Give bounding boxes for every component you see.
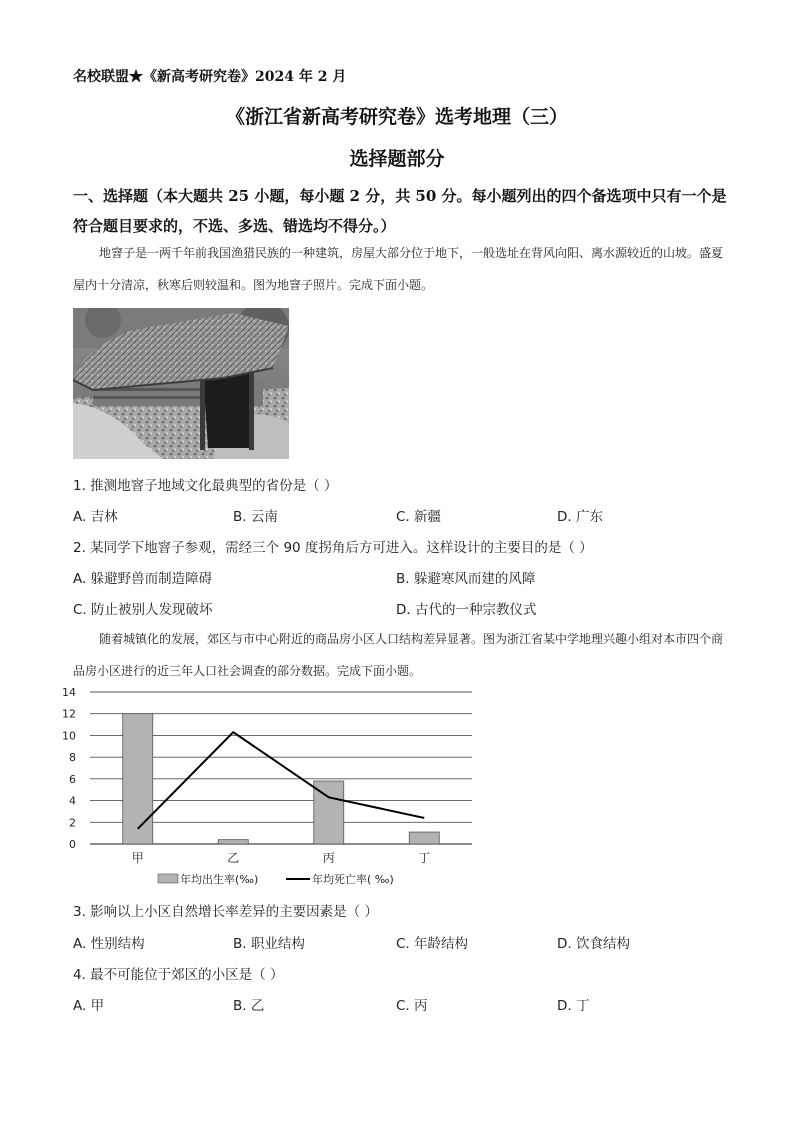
section-instructions: 一、选择题（本大题共 25 小题，每小题 2 分，共 50 分。每小题列出的四个备选项中只有一个是符合题目要求的，不选、多选、错选均不得分。） [73,187,727,235]
page-title: 《浙江省新高考研究卷》选考地理（三） [225,106,568,128]
x-tick-label: 甲 [131,851,144,865]
question-1-stem: 1. 推测地窨子地域文化最典型的省份是（ ） [73,478,338,494]
bar-birth-rate [218,840,248,844]
question-1-option-a[interactable]: A. 吉林 [73,509,118,525]
question-3-option-b[interactable]: B. 职业结构 [233,936,305,952]
question-3-option-d[interactable]: D. 饮食结构 [557,936,630,952]
question-3-option-a[interactable]: A. 性别结构 [73,936,145,952]
question-2-option-d[interactable]: D. 古代的一种宗教仪式 [396,602,537,618]
y-tick-label: 2 [69,816,76,830]
y-tick-label: 10 [62,729,76,743]
population-chart-svg [60,683,480,893]
question-3-option-c[interactable]: C. 年龄结构 [396,936,469,952]
question-1-option-b[interactable]: B. 云南 [233,509,278,525]
y-tick-label: 0 [69,838,76,851]
bar-birth-rate [409,832,439,844]
legend-label-birth-rate: 年均出生率(‰) [180,873,259,886]
question-3-stem: 3. 影响以上小区自然增长率差异的主要因素是（ ） [73,904,378,920]
y-tick-label: 6 [69,772,76,786]
line-death-rate [138,732,425,829]
question-4-stem: 4. 最不可能位于郊区的小区是（ ） [73,967,284,983]
x-tick-label: 乙 [227,851,240,865]
question-2-option-a[interactable]: A. 躲避野兽而制造障碍 [73,571,213,587]
legend-swatch-birth-rate [158,874,178,883]
dugout-house-photo [73,308,289,459]
question-1-option-d[interactable]: D. 广东 [557,509,603,525]
question-4-option-c[interactable]: C. 丙 [396,998,428,1014]
passage-dugout: 地窨子是一两千年前我国渔猎民族的一种建筑，房屋大部分位于地下，一般选址在背风向阳、离水源较近的山坡。盛夏屋内十分清凉，秋寒后则较温和。图为地窨子照片。完成下面小题。 [73,246,724,292]
question-2-option-c[interactable]: C. 防止被别人发现破坏 [73,602,213,618]
section-subtitle: 选择题部分 [349,148,445,170]
question-4-option-a[interactable]: A. 甲 [73,998,105,1014]
population-chart [60,683,480,893]
question-4-option-b[interactable]: B. 乙 [233,998,265,1014]
passage-population: 随着城镇化的发展，郊区与市中心附近的商品房小区人口结构差异显著。图为浙江省某中学地理兴趣小组对本市四个商品房小区进行的近三年人口社会调查的部分数据。完成下面小题。 [73,632,724,678]
question-2-stem: 2. 某同学下地窨子参观，需经三个 90 度拐角后方可进入。这样设计的主要目的是（ ） [73,540,593,556]
exam-header: 名校联盟★《新高考研究卷》2024 年 2 月 [73,69,347,85]
x-tick-label: 丙 [322,851,335,865]
question-1-option-c[interactable]: C. 新疆 [396,509,442,525]
question-2-option-b[interactable]: B. 躲避寒风而建的风障 [396,571,536,587]
question-4-option-d[interactable]: D. 丁 [557,998,590,1014]
y-tick-label: 14 [62,686,76,699]
y-tick-label: 12 [62,707,76,721]
y-tick-label: 8 [69,751,76,765]
x-tick-label: 丁 [418,851,431,865]
bar-birth-rate [123,714,153,844]
legend-label-death-rate: 年均死亡率( ‰) [312,873,394,886]
y-tick-label: 4 [69,794,76,808]
